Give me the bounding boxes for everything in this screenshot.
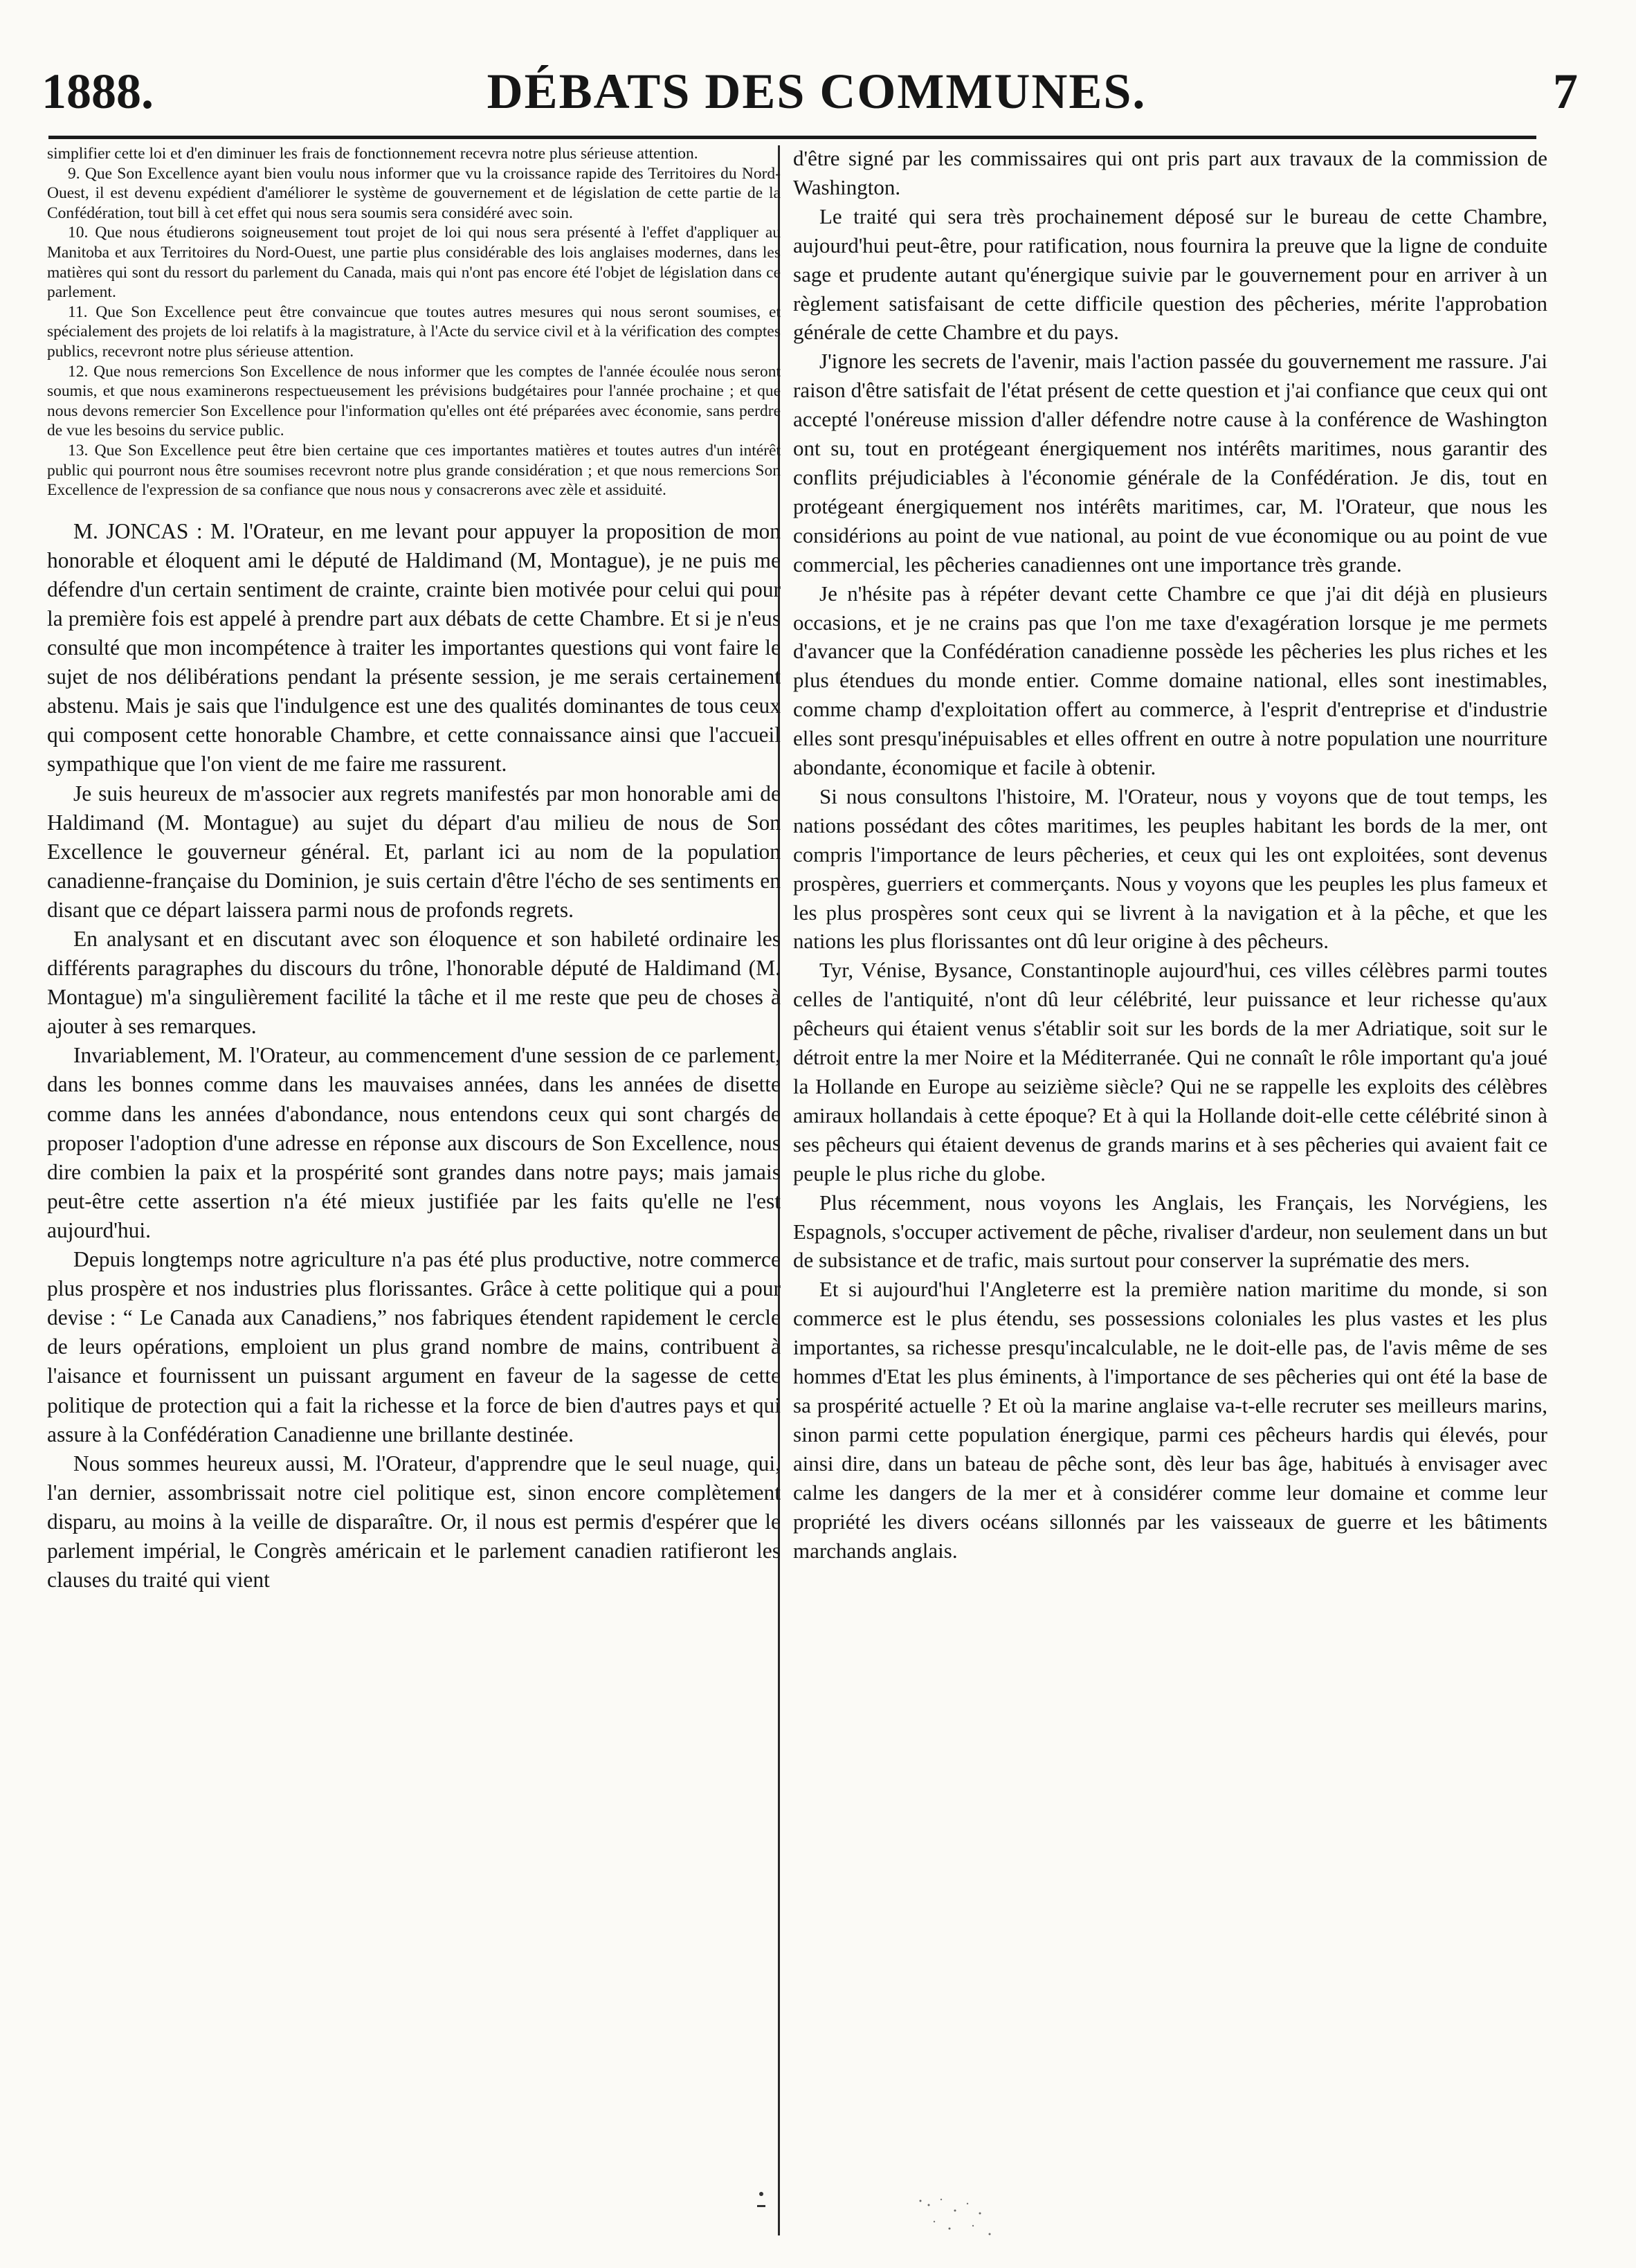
print-specks: [747, 2180, 1010, 2256]
speech-paragraph: Tyr, Vénise, Bysance, Constantinople aujourd'hui, ces villes célèbres parmi toutes celles de l'antiquité, n'ont dû leur célébrité, leur puissance et leur richesse qu'aux pêcheurs qui étaient venus s'établir soit sur les bords de la mer Adriatique, soit sur le détroit entre la mer Noire et la Méditerranée. Qui ne connaît le rôle important qu'a joué la Hollande en Europe au seizième siècle? Qui ne se rappelle les exploits des célèbres amiraux hollandais à cette époque? Et à qui la Hollande doit-elle cette célébrité sinon à ses pêcheurs qui étaient devenus de grands marins et à ses pêcheries qui avaient fait ce peuple le plus riche du globe.: [793, 958, 1547, 1186]
speech-paragraph: Depuis longtemps notre agriculture n'a pas été plus productive, notre commerce plus prospère et nos industries plus florissantes. Grâce à cette politique qui a pour devise : “ Le Canada aux Canadiens,” nos fabriques étendent rapidement le cercle de leurs opérations, emploient un plus grand nombre de mains, contribuent à l'aisance et fournissent un puissant argument en faveur de la sagesse de cette politique de protection qui a fait la richesse et la force de bien d'autres pays et qui assure à la Confédération Canadienne une brillante destinée.: [47, 1247, 781, 1446]
speech-paragraph: Si nous consultons l'histoire, M. l'Orateur, nous y voyons que de tout temps, les nations possédant des côtes maritimes, les peuples habitant les bords de la mer, ont compris l'importance de leurs pêcheries, et ceux qui les ont exploitées, sont devenus prospères, guerriers et commerçants. Nous y voyons que les peuples les plus fameux et les plus prospères sont ceux qui se livrent à la navigation et à la pêche, et que les nations les plus florissantes ont dû leur origine à des pêcheurs.: [793, 783, 1547, 954]
speech-paragraph: Plus récemment, nous voyons les Anglais, les Français, les Norvégiens, les Espagnols, s'occuper activement de pêche, rivaliser d'ardeur, non seulement dans un but de subsistance et de trafic, mais surtout pour conserver la suprématie des mers.: [793, 1190, 1547, 1273]
header-rule: [48, 136, 1536, 139]
speech-paragraph: En analysant et en discutant avec son éloquence et son habileté ordinaire les différents paragraphes du discours du trône, l'honorable député de Haldimand (M. Montague) m'a singulièrement facilité la tâche et il me reste que peu de choses à ajouter à ses remarques.: [47, 927, 781, 1039]
header-year: 1888.: [42, 64, 154, 119]
resolution-paragraph: 10. Que nous étudierons soigneusement tout projet de loi qui nous sera présenté à l'effet d'appliquer au Manitoba et aux Territoires du Nord-Ouest, une partie plus considérable des lois anglaises modernes, dans les matières qui sont du ressort du parlement du Canada, mais qui n'ont pas encore été l'objet de législation dans ce parlement.: [47, 224, 781, 302]
speech-paragraph: Nous sommes heureux aussi, M. l'Orateur, d'apprendre que le seul nuage, qui, l'an dernier, assombrissait notre ciel politique est, sinon encore complètement disparu, au moins à la veille de disparaître. Or, il nous est permis d'espérer que le parlement impérial, le Congrès américain et le parlement canadien ratifieront les clauses du traité qui vient: [47, 1451, 781, 1593]
speech-paragraph: J'ignore les secrets de l'avenir, mais l'action passée du gouvernement me rassure. J'ai raison d'être satisfait de l'état présent de cette question et j'ai confiance que ceux qui ont accepté l'onéreuse mission d'aller défendre notre cause à la conférence de Washington ont su, tout en protégeant énergiquement nos intérêts maritimes, nous garantir des conflits préjudiciables à l'économie générale de la Confédération. Je dis, tout en protégeant énergiquement nos intérêts maritimes, car, M. l'Orateur, que nous les considérions au point de vue national, au point de vue économique ou au point de vue commercial, les pêcheries canadiennes ont une importance très grande.: [793, 349, 1547, 577]
header-title: DÉBATS DES COMMUNES.: [487, 64, 1147, 119]
resolution-paragraph: 12. Que nous remercions Son Excellence de nous informer que les comptes de l'année écoulée nous seront soumis, et que nous examinerons respectueusement les prévisions budgétaires pour l'année prochaine ; et que nous devons remercier Son Excellence pour l'information qu'elles ont été préparées avec économie, sans perdre de vue les besoins du service public.: [47, 362, 781, 440]
left-column: [47, 144, 781, 1595]
right-column: [793, 144, 1547, 1565]
resolution-paragraph: 13. Que Son Excellence peut être bien certaine que ces importantes matières et toutes autres d'un intérêt public qui pourront nous être soumises recevront notre plus grande considération ; et que nous remercions Son Excellence de l'expression de sa confiance que nous nous y consacrerons avec zèle et assiduité.: [47, 441, 781, 500]
continued-speech-text: [793, 144, 1547, 1565]
header-page-number: 7: [1553, 64, 1578, 119]
resolution-paragraph: simplifier cette loi et d'en diminuer les frais de fonctionnement recevra notre plus sérieuse attention.: [47, 145, 698, 163]
speech-paragraph: [47, 517, 781, 779]
speaker-name: M. JONCAS :: [73, 518, 203, 543]
speech-paragraph: Je suis heureux de m'associer aux regrets manifestés par mon honorable ami de Haldimand (M. Montague) au sujet du départ d'au milieu de nous de Son Excellence le gouverneur général. Et, parlant ici au nom de la population canadienne-française du Dominion, je suis certain d'être l'écho de ses sentiments en disant que ce départ laissera parmi nous de profonds regrets.: [47, 781, 781, 922]
speech-paragraph: Le traité qui sera très prochainement déposé sur le bureau de cette Chambre, aujourd'hui peut-être, pour ratification, nous fournira la preuve que la ligne de conduite sage et prudente autant qu'énergique suivie par le gouvernement pour en arriver à un règlement satisfaisant de cette difficile question des pêcheries, mérite l'approbation générale de cette Chambre et du pays.: [793, 203, 1547, 345]
speech-paragraph-text: M. l'Orateur, en me levant pour appuyer la proposition de mon honorable et éloquent ami le député de Haldimand (M, Montague), je ne puis me défendre d'un certain sentiment de crainte, crainte bien motivée pour celui qui pour la première fois est appelé à prendre part aux débats de cette Chambre. Et si je n'eus consulté que mon incompétence à traiter les importantes questions qui vont faire le sujet de nos délibérations pendant la présente session, je me serais certainement abstenu. Mais je sais que l'indulgence est une des qualités dominantes de tous ceux qui composent cette honorable Chambre, et cette connaissance ainsi que l'accueil sympathique que l'on vient de me faire me rassurent.: [47, 518, 781, 777]
speech-paragraph: Et si aujourd'hui l'Angleterre est la première nation maritime du monde, si son commerce est le plus étendu, ses possessions coloniales les plus vastes et les plus importantes, sa richesse presqu'incalculable, ne le doit-elle pas, de l'avis même de ses hommes d'Etat les plus éminents, à l'importance de ses pêcheries qui ont été la base de sa prospérité actuelle ? Et où la marine anglaise va-t-elle recruter ses meilleurs marins, sinon parmi cette population énergique, parmi ces pêcheurs hardis qui élevés, pour ainsi dire, dans un bateau de pêche sont, dès leur bas âge, habitués à envisager avec calme les dangers de la mer et à considérer comme leur domaine et comme leur propriété les divers océans sillonnés par les vaisseaux de guerre et les bâtiments marchands anglais.: [793, 1277, 1547, 1563]
resolution-paragraph: 9. Que Son Excellence ayant bien voulu nous informer que vu la croissance rapide des Territoires du Nord-Ouest, il est devenu expédient d'améliorer le système de gouvernement et de législation de cette partie de la Confédération, tout bill à cet effet qui nous sera soumis sera considéré avec soin.: [47, 164, 781, 222]
speech-paragraph: d'être signé par les commissaires qui ont pris part aux travaux de la commission de Washington.: [793, 146, 1547, 199]
speech-paragraph: Je n'hésite pas à répéter devant cette Chambre ce que j'ai dit déjà en plusieurs occasions, et je ne crains pas que l'on me taxe d'exagération lorsque je me permets d'avancer que la Confédération canadienne possède les pêcheries les plus riches et les plus étendues du monde entier. Comme domaine national, elles sont inestimables, comme champ d'exploitation offert au commerce, à l'esprit d'entreprise et d'industrie elles sont presqu'inépuisables et elles offrent en outre à notre population une nourriture abondante, économique et facile à obtenir.: [793, 581, 1547, 780]
speech-paragraph: Invariablement, M. l'Orateur, au commencement d'une session de ce parlement, dans les bonnes comme dans les mauvaises années, dans les années de disette comme dans les années d'abondance, nous entendons ceux qui sont chargés de proposer l'adoption d'une adresse en réponse aux discours de Son Excellence, nous dire combien la paix et la prospérité sont grandes dans notre pays; mais jamais peut-être cette assertion n'a été mieux justifiée par les faits qu'elle ne l'est aujourd'hui.: [47, 1043, 781, 1242]
resolution-paragraph: 11. Que Son Excellence peut être convaincue que toutes autres mesures qui nous seront soumises, et spécialement des projets de loi relatifs à la magistrature, à l'Acte du service civil et à la vérification des comptes publics, recevront notre plus sérieuse attention.: [47, 302, 781, 361]
resolution-text: [47, 144, 781, 500]
speech-text: [47, 517, 781, 1595]
page-header: [42, 57, 1592, 126]
